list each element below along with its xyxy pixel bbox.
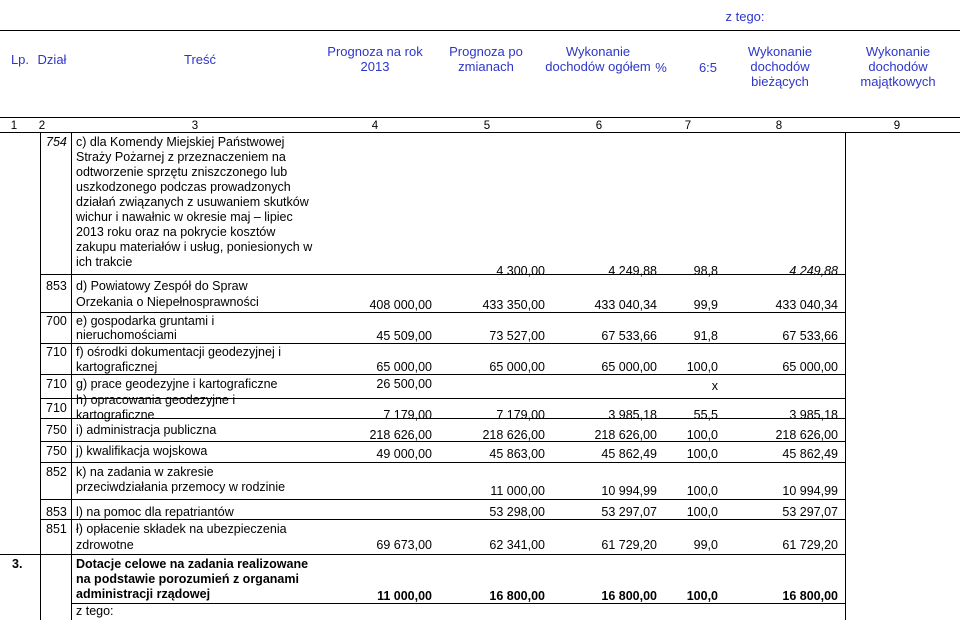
z-tego-header: z tego:: [725, 9, 765, 24]
ratio-header: 6:5: [698, 60, 718, 75]
row-754c-dzial: 754: [46, 135, 67, 149]
row-754c-text-line4: uszkodzonego podczas prowadzonych: [76, 180, 291, 194]
wyk-majatkowe-header: [848, 44, 948, 89]
row-750j-dzial: 750: [46, 444, 67, 458]
lp-col-border: [40, 133, 41, 620]
prognoza-rok-header: [320, 44, 430, 74]
row-710h-dzial: 710: [46, 401, 67, 415]
row-754c-pct: 98,8: [693, 264, 718, 278]
row-754c-text: [76, 135, 312, 270]
row-750i-dzial: 750: [46, 423, 67, 437]
row-3-text-line2: na podstawie porozumień z organami: [76, 572, 299, 586]
row-853l-pct: 100,0: [686, 505, 718, 519]
row-3-text-line3: administracji rządowej: [76, 587, 211, 601]
row-853d-pct: 99,9: [693, 298, 718, 312]
row-750i-ogolem: 218 626,00: [594, 428, 657, 442]
row-851-ogolem: 61 729,20: [601, 538, 657, 552]
row-700e-pct: 91,8: [693, 329, 718, 343]
row-851-biezace: 61 729,20: [782, 538, 838, 552]
lp-header: Lp.: [10, 52, 30, 67]
colnum-8: 8: [775, 120, 783, 132]
pct-header: %: [655, 60, 667, 75]
row-754c-text-line2: Straży Pożarnej z przeznaczeniem na: [76, 150, 286, 164]
row-750i-biezace: 218 626,00: [775, 428, 838, 442]
row-700e-prognoza: 45 509,00: [376, 329, 432, 343]
row-754c-text-line6: wichur i nawałnic w okresie maj – lipiec: [76, 210, 293, 224]
wyk-biezace-line3: bieżących: [751, 74, 809, 89]
prognoza-po-header: [436, 44, 536, 74]
row-3-pct: 100,0: [686, 589, 718, 603]
row-750i-prognoza: 218 626,00: [369, 428, 432, 442]
row-750j-ogolem: 45 862,49: [601, 447, 657, 461]
wyk-majatkowe-line3: majątkowych: [860, 74, 936, 89]
wyk-majatkowe-line1: Wykonanie: [865, 44, 931, 59]
tresc-header: Treść: [183, 52, 217, 67]
row-750j-text-line1: j) kwalifikacja wojskowa: [76, 444, 208, 458]
row-750j-pct: 100,0: [686, 447, 718, 461]
row-700e-ogolem: 67 533,66: [601, 329, 657, 343]
row-750i-text-line1: i) administracja publiczna: [76, 423, 217, 437]
row-710f-prognoza: 65 000,00: [376, 360, 432, 374]
header-bottom-border: [0, 117, 960, 118]
dzial-col-border: [71, 133, 72, 620]
colnum-9: 9: [893, 120, 901, 132]
colnum-3: 3: [191, 120, 199, 132]
row-3-biezace: 16 800,00: [782, 589, 838, 603]
wyk-biezace-header: [730, 44, 830, 89]
row-851-po-zmianach: 62 341,00: [489, 538, 545, 552]
row-3-po-zmianach: 16 800,00: [489, 589, 545, 603]
row-754c-text-line5: działań związanych z usuwaniem skutków: [76, 195, 309, 209]
row-852k-ogolem: 10 994,99: [601, 484, 657, 498]
row-710f-ogolem: 65 000,00: [601, 360, 657, 374]
row-3-text-line1: Dotacje celowe na zadania realizowane: [76, 557, 309, 571]
wyk-biezace-line1: Wykonanie: [747, 44, 813, 59]
row-853l-ogolem: 53 297,07: [601, 505, 657, 519]
row-851-text-line2: zdrowotne: [76, 538, 134, 552]
colnum-4: 4: [371, 120, 379, 132]
row-710h-pct: 55,5: [693, 408, 718, 422]
row-853d-biezace: 433 040,34: [775, 298, 838, 312]
row-851-prognoza: 69 673,00: [376, 538, 432, 552]
row-710h-text-line2: kartograficzne: [76, 408, 155, 422]
row-710g-pct: x: [711, 379, 718, 393]
row-710h-prognoza: 7 179,00: [383, 408, 432, 422]
row-750j-po-zmianach: 45 863,00: [489, 447, 545, 461]
row-710g-prognoza: 26 500,00: [376, 377, 432, 391]
row-sep: [40, 462, 845, 463]
row-851-dzial: 851: [46, 522, 67, 536]
row-754c-ogolem: 4 249,88: [608, 264, 657, 278]
row-3-bottom-line: [71, 603, 845, 604]
row-754c-text-line8: zakupu materiałów i usług, poniesionych w: [76, 240, 313, 254]
row-750i-pct: 100,0: [686, 428, 718, 442]
row-853l-dzial: 853: [46, 505, 67, 519]
row-750i-po-zmianach: 218 626,00: [482, 428, 545, 442]
row-710f-po-zmianach: 65 000,00: [489, 360, 545, 374]
row-710f-text-line1: f) ośrodki dokumentacji geodezyjnej i: [76, 345, 281, 359]
wyk-biezace-line2: dochodów: [750, 59, 810, 74]
prognoza-rok-line2: 2013: [360, 59, 390, 74]
row-853d-text-line1: d) Powiatowy Zespół do Spraw: [76, 279, 248, 293]
colnum-6: 6: [595, 120, 603, 132]
wyk-ogolem-header: [540, 44, 656, 74]
row-710h-text-line1: h) opracowania geodezyjne i: [76, 393, 236, 407]
row-710g-text-line1: g) prace geodezyjne i kartograficzne: [76, 377, 278, 391]
colnum-5: 5: [483, 120, 491, 132]
row-851-pct: 99,0: [693, 538, 718, 552]
row-700e-text-line2: nieruchomościami: [76, 328, 177, 342]
row-754c-biezace: 4 249,88: [789, 264, 838, 278]
row-754c-text-line3: odtworzenie sprzętu zniszczonego lub: [76, 165, 288, 179]
row-710h-po-zmianach: 7 179,00: [496, 408, 545, 422]
row-700e-biezace: 67 533,66: [782, 329, 838, 343]
row-700e-text-line1: e) gospodarka gruntami i: [76, 314, 215, 328]
row-853l-po-zmianach: 53 298,00: [489, 505, 545, 519]
row-853d-ogolem: 433 040,34: [594, 298, 657, 312]
prognoza-rok-line1: Prognoza na rok: [327, 44, 423, 59]
row-853d-po-zmianach: 433 350,00: [482, 298, 545, 312]
row-852k-biezace: 10 994,99: [782, 484, 838, 498]
colnum-1: 1: [10, 120, 18, 132]
row-710f-biezace: 65 000,00: [782, 360, 838, 374]
ztego-divider: [520, 30, 960, 31]
footer-z-tego: z tego:: [76, 604, 114, 618]
row-852k-text-line1: k) na zadania w zakresie: [76, 465, 214, 479]
row-700e-dzial: 700: [46, 314, 67, 328]
row-750j-biezace: 45 862,49: [782, 447, 838, 461]
row-851-text-line1: ł) opłacenie składek na ubezpieczenia: [76, 522, 287, 536]
colnum-2: 2: [38, 120, 46, 132]
wyk-majatkowe-line2: dochodów: [868, 59, 928, 74]
row-710h-ogolem: 3 985,18: [608, 408, 657, 422]
right-body-border: [845, 133, 846, 620]
row-3-prognoza: 11 000,00: [377, 589, 432, 603]
row-853l-biezace: 53 297,07: [782, 505, 838, 519]
row-750j-prognoza: 49 000,00: [376, 447, 432, 461]
row-852k-dzial: 852: [46, 465, 67, 479]
row-754c-text-line9: ich trakcie: [76, 255, 133, 269]
prognoza-po-line2: zmianach: [458, 59, 514, 74]
row-sep: [40, 499, 845, 500]
row-710g-dzial: 710: [46, 377, 67, 391]
row-852k-pct: 100,0: [686, 484, 718, 498]
row-852k-text-line2: przeciwdziałania przemocy w rodzinie: [76, 480, 286, 494]
row-710f-text-line2: kartograficznej: [76, 360, 158, 374]
row-853d-prognoza: 408 000,00: [369, 298, 432, 312]
row-sep: [0, 554, 845, 555]
row-710h-biezace: 3 985,18: [789, 408, 838, 422]
row-754c-po-zmianach: 4 300,00: [496, 264, 545, 278]
row-853d-text-line2: Orzekania o Niepełnosprawności: [76, 295, 259, 309]
row-852k-po-zmianach: 11 000,00: [490, 484, 545, 498]
row-710f-pct: 100,0: [686, 360, 718, 374]
row-754c-text-line7: 2013 roku oraz na pokrycie kosztów: [76, 225, 276, 239]
prognoza-po-line1: Prognoza po: [449, 44, 523, 59]
row-3-lp: 3.: [12, 557, 23, 571]
row-754c-text-line1: c) dla Komendy Miejskiej Państwowej: [76, 135, 285, 149]
row-853l-text-line1: l) na pomoc dla repatriantów: [76, 505, 234, 519]
colnum-7: 7: [684, 120, 692, 132]
row-3-ogolem: 16 800,00: [601, 589, 657, 603]
row-853d-dzial: 853: [46, 279, 67, 293]
row-710f-dzial: 710: [46, 345, 67, 359]
dzial-header: Dział: [37, 52, 67, 67]
wyk-ogolem-line1: Wykonanie: [565, 44, 631, 59]
row-700e-po-zmianach: 73 527,00: [489, 329, 545, 343]
wyk-ogolem-line2: dochodów ogółem: [545, 59, 651, 74]
